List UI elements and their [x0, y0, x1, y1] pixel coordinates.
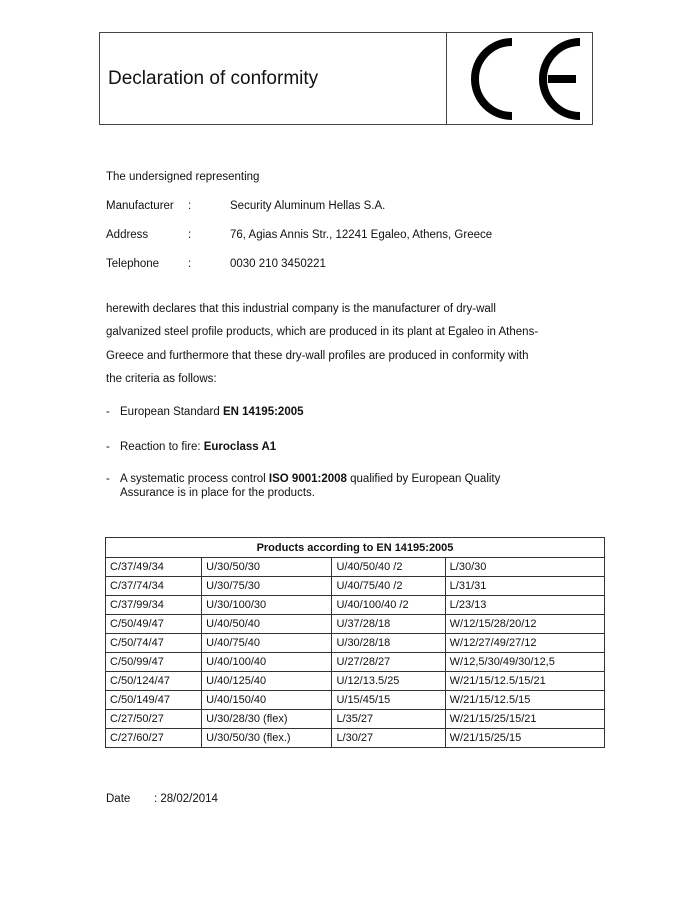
- table-cell: L/23/13: [445, 596, 604, 615]
- bullet-text: [120, 440, 590, 454]
- bullet-dash: -: [106, 406, 110, 418]
- table-cell: U/40/100/40: [202, 653, 332, 672]
- bullet-text-bold: Euroclass A1: [203, 441, 277, 453]
- bullet-text-bold: ISO 9001:2008: [268, 473, 347, 485]
- table-cell: U/40/50/40 /2: [332, 558, 445, 577]
- ce-mark-cell: [446, 33, 592, 124]
- table-cell: W/12,5/30/49/30/12,5: [445, 653, 604, 672]
- bullet-text: [120, 405, 590, 419]
- bullet-text-plain: qualified by European Quality Assurance is in place for the products.: [120, 473, 501, 499]
- table-cell: C/37/99/34: [106, 596, 202, 615]
- field-value: 76, Agias Annis Str., 12241 Egaleo, Athens, Greece: [230, 229, 493, 241]
- table-cell: W/21/15/12.5/15: [445, 691, 604, 710]
- table-row: [106, 596, 605, 615]
- bullet-dash: -: [106, 473, 110, 485]
- table-cell: U/15/45/15: [332, 691, 445, 710]
- date-value: : 28/02/2014: [154, 793, 218, 805]
- table-cell: L/35/27: [332, 710, 445, 729]
- table-row: [106, 558, 605, 577]
- table-cell: L/31/31: [445, 577, 604, 596]
- criteria-bullet: [106, 472, 550, 500]
- field-colon: :: [188, 258, 192, 270]
- bullet-text-plain: Reaction to fire:: [120, 441, 204, 453]
- document-title: Declaration of conformity: [108, 67, 319, 89]
- table-row: [106, 672, 605, 691]
- table-cell: U/40/75/40: [202, 634, 332, 653]
- table-cell: U/30/28/18: [332, 634, 445, 653]
- paragraph-line: herewith declares that this industrial company is the manufacturer of dry-wall: [106, 303, 496, 315]
- field-colon: :: [188, 229, 192, 241]
- date-line: [106, 793, 218, 805]
- ce-mark-icon: [456, 38, 584, 120]
- table-cell: C/50/149/47: [106, 691, 202, 710]
- table-cell: U/40/125/40: [202, 672, 332, 691]
- table-row: [106, 634, 605, 653]
- table-cell: C/27/60/27: [106, 729, 202, 748]
- table-row: [106, 729, 605, 748]
- table-cell: C/37/49/34: [106, 558, 202, 577]
- paragraph-line: Greece and furthermore that these dry-wall profiles are produced in conformity with: [106, 349, 529, 362]
- products-table-title: Products according to EN 14195:2005: [106, 538, 605, 558]
- field-colon: :: [188, 200, 192, 212]
- declaration-paragraph: [106, 298, 596, 391]
- bullet-text-plain: European Standard: [120, 406, 223, 418]
- criteria-bullet: [106, 405, 590, 419]
- table-cell: W/21/15/25/15: [445, 729, 604, 748]
- declaration-header: [99, 32, 593, 125]
- bullet-text: [120, 472, 550, 500]
- table-row: [106, 691, 605, 710]
- table-cell: U/30/50/30: [202, 558, 332, 577]
- table-cell: W/21/15/25/15/21: [445, 710, 604, 729]
- table-row: [106, 710, 605, 729]
- table-row: [106, 577, 605, 596]
- bullet-text-bold: EN 14195:2005: [222, 406, 304, 418]
- table-cell: C/50/74/47: [106, 634, 202, 653]
- address-field: [106, 229, 492, 241]
- table-cell: U/30/28/30 (flex): [202, 710, 332, 729]
- table-cell: C/50/49/47: [106, 615, 202, 634]
- table-cell: C/27/50/27: [106, 710, 202, 729]
- date-label: Date: [106, 793, 131, 805]
- manufacturer-field: [106, 200, 385, 212]
- table-cell: U/40/50/40: [202, 615, 332, 634]
- table-cell: C/50/99/47: [106, 653, 202, 672]
- table-cell: W/12/27/49/27/12: [445, 634, 604, 653]
- table-row: [106, 615, 605, 634]
- products-table: [105, 537, 605, 748]
- intro-text: The undersigned representing: [106, 171, 260, 183]
- table-cell: U/30/50/30 (flex.): [202, 729, 332, 748]
- table-cell: C/37/74/34: [106, 577, 202, 596]
- field-label: Telephone: [106, 258, 160, 270]
- bullet-text-plain: A systematic process control: [120, 473, 269, 485]
- bullet-dash: -: [106, 441, 110, 453]
- table-cell: U/30/100/30: [202, 596, 332, 615]
- field-label: Address: [106, 229, 149, 241]
- telephone-field: [106, 258, 326, 270]
- table-cell: W/12/15/28/20/12: [445, 615, 604, 634]
- field-value: Security Aluminum Hellas S.A.: [230, 200, 386, 212]
- table-cell: U/40/75/40 /2: [332, 577, 445, 596]
- table-cell: U/30/75/30: [202, 577, 332, 596]
- table-cell: L/30/27: [332, 729, 445, 748]
- table-row: [106, 653, 605, 672]
- field-label: Manufacturer: [106, 200, 174, 212]
- paragraph-line: galvanized steel profile products, which are produced in its plant at Egaleo in Athens-: [106, 326, 539, 339]
- table-cell: U/27/28/27: [332, 653, 445, 672]
- table-cell: C/50/124/47: [106, 672, 202, 691]
- table-cell: U/40/150/40: [202, 691, 332, 710]
- criteria-bullet: [106, 440, 590, 454]
- table-cell: U/37/28/18: [332, 615, 445, 634]
- table-cell: U/40/100/40 /2: [332, 596, 445, 615]
- field-value: 0030 210 3450221: [230, 258, 326, 270]
- table-cell: U/12/13.5/25: [332, 672, 445, 691]
- table-cell: W/21/15/12.5/15/21: [445, 672, 604, 691]
- table-cell: L/30/30: [445, 558, 604, 577]
- paragraph-line: the criteria as follows:: [106, 372, 217, 385]
